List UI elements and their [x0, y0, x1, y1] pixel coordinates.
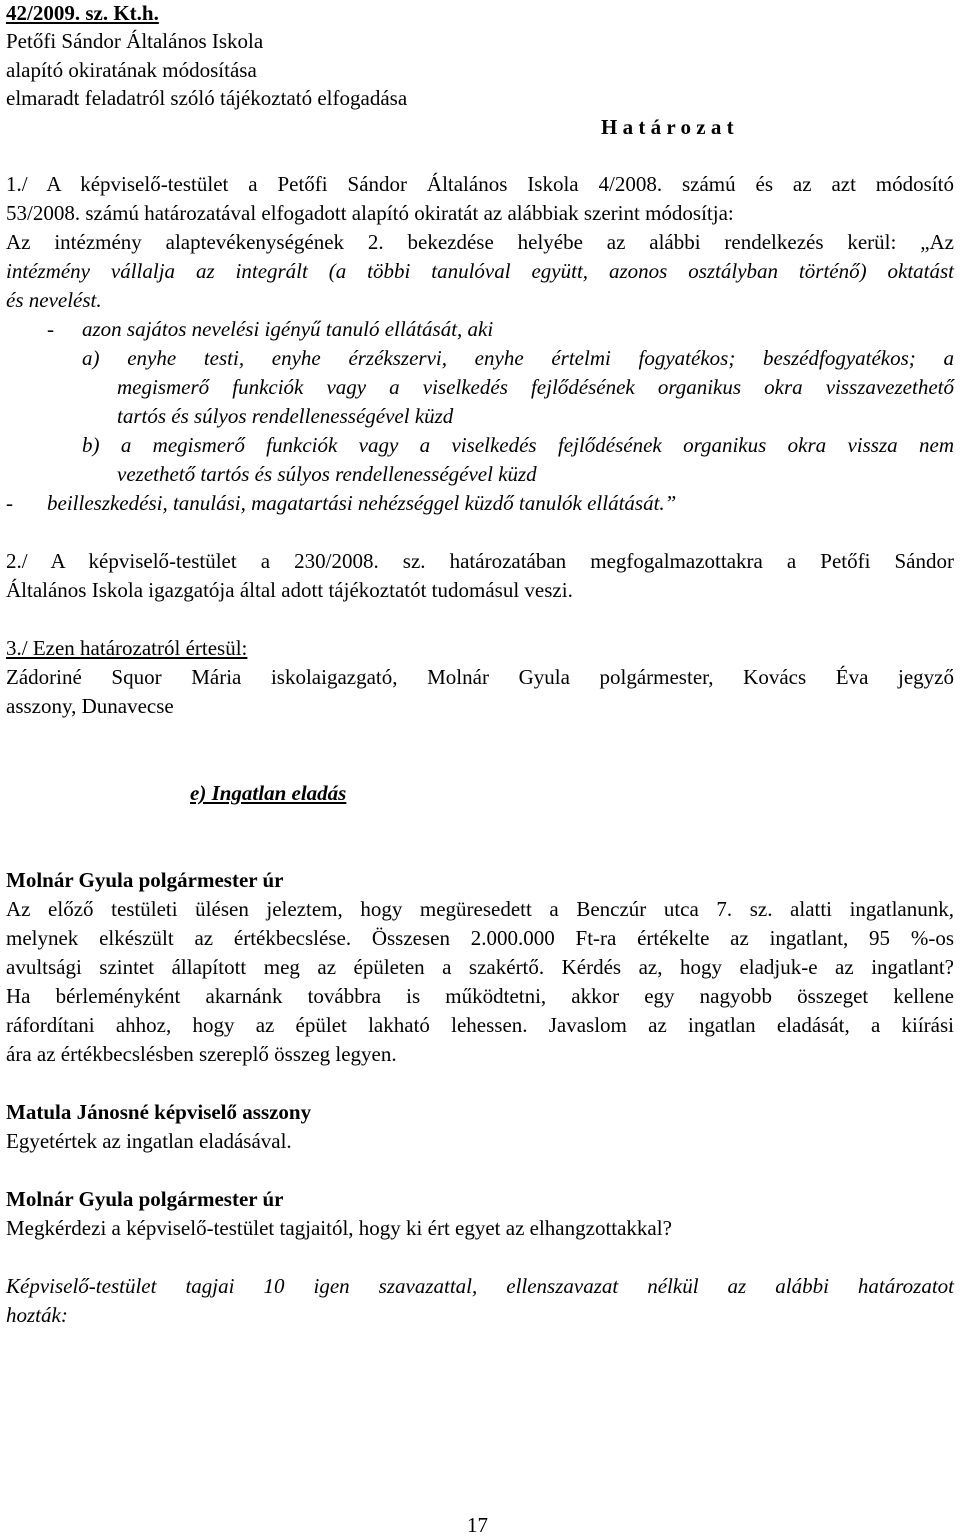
resolution-reference: 42/2009. sz. Kt.h.: [6, 1, 159, 25]
speaker-1-line-4: Ha bérleményként akarnánk továbbra is működtetni, akkor egy nagyobb összeget kellene: [6, 984, 954, 1008]
point2-line-2: Általános Iskola igazgatója által adott tájékoztatót tudomásul veszi.: [6, 578, 573, 602]
speaker-2-name: Matula Jánosné képviselő asszony: [6, 1100, 312, 1124]
page-number: 17: [467, 1513, 488, 1537]
point1-line-3: Az intézmény alaptevékenységének 2. bekezdése helyébe az alábbi rendelkezés kerül: „Az: [6, 230, 954, 254]
vote-line-1: Képviselő-testület tagjai 10 igen szavazattal, ellenszavazat nélkül az alábbi határozatot: [6, 1274, 954, 1298]
vote-line-2: hozták:: [6, 1303, 68, 1327]
subitem-b-line-1: b) a megismerő funkciók vagy a viselkedés fejlődésének organikus okra vissza nem: [82, 433, 954, 457]
point1-line-5: és nevelést.: [6, 288, 102, 312]
speaker-1-line-1: Az előző testületi ülésen jeleztem, hogy megüresedett a Benczúr utca 7. sz. alatti ingatlanunk,: [6, 897, 954, 921]
section-e-title: [190, 780, 346, 806]
speaker-1-line-6: ára az értékbecslésben szereplő összeg legyen.: [6, 1042, 397, 1066]
list-dash-2: -: [6, 491, 13, 515]
header-line-2: alapító okiratának módosítása: [6, 58, 257, 82]
point3-line-2: Zádoriné Squor Mária iskolaigazgató, Molnár Gyula polgármester, Kovács Éva jegyző: [6, 665, 954, 689]
point3-line-3: asszony, Dunavecse: [6, 694, 174, 718]
subitem-a-line-1: a) enyhe testi, enyhe érzékszervi, enyhe értelmi fogyatékos; beszédfogyatékos; a: [82, 346, 954, 370]
speaker-2-line-1: Egyetértek az ingatlan eladásával.: [6, 1129, 292, 1153]
speaker-1-line-5: ráfordítani ahhoz, hogy az épület lakható lehessen. Javaslom az ingatlan eladását, a kiírási: [6, 1013, 954, 1037]
hatarozat-heading: H a t á r o z a t: [601, 115, 734, 139]
point1-line-1: 1./ A képviselő-testület a Petőfi Sándor Általános Iskola 4/2008. számú és az azt módosító: [6, 172, 954, 196]
speaker-3-name: Molnár Gyula polgármester úr: [6, 1187, 284, 1211]
subitem-b-line-2: vezethető tartós és súlyos rendellenességével küzd: [117, 462, 537, 486]
speaker-1-line-2: melynek elkészült az értékbecslése. Összesen 2.000.000 Ft-ra értékelte az ingatlant, 95 %-os: [6, 926, 954, 950]
point2-line-1: 2./ A képviselő-testület a 230/2008. sz. határozatában megfogalmazottakra a Petőfi Sándor: [6, 549, 954, 573]
point1-line-4: intézmény vállalja az integrált (a többi tanulóval együtt, azonos osztályban történő) oktatást: [6, 259, 954, 283]
list-item-2: beilleszkedési, tanulási, magatartási nehézséggel küzdő tanulók ellátását.”: [47, 491, 677, 515]
point1-line-2: 53/2008. számú határozatával elfogadott alapító okiratát az alábbiak szerint módosítja:: [6, 201, 734, 225]
section-e-title-text: e) Ingatlan eladás: [190, 781, 347, 805]
speaker-1-line-3: avultsági szintet állapított meg az épületen a szakértő. Kérdés az, hogy eladjuk-e az ingatlant?: [6, 955, 954, 979]
subitem-a-line-2: megismerő funkciók vagy a viselkedés fejlődésének organikus okra visszavezethető: [117, 375, 954, 399]
header-line-3: elmaradt feladatról szóló tájékoztató elfogadása: [6, 86, 408, 110]
list-dash-1: -: [47, 317, 54, 341]
header-line-1: Petőfi Sándor Általános Iskola: [6, 29, 264, 53]
subitem-a-line-3: tartós és súlyos rendellenességével küzd: [117, 404, 454, 428]
speaker-1-name: Molnár Gyula polgármester úr: [6, 868, 284, 892]
point3-line-1: 3./ Ezen határozatról értesül:: [6, 636, 248, 660]
list-item-1: azon sajátos nevelési igényű tanuló ellátását, aki: [82, 317, 494, 341]
speaker-3-line-1: Megkérdezi a képviselő-testület tagjaitól, hogy ki ért egyet az elhangzottakkal?: [6, 1216, 672, 1240]
